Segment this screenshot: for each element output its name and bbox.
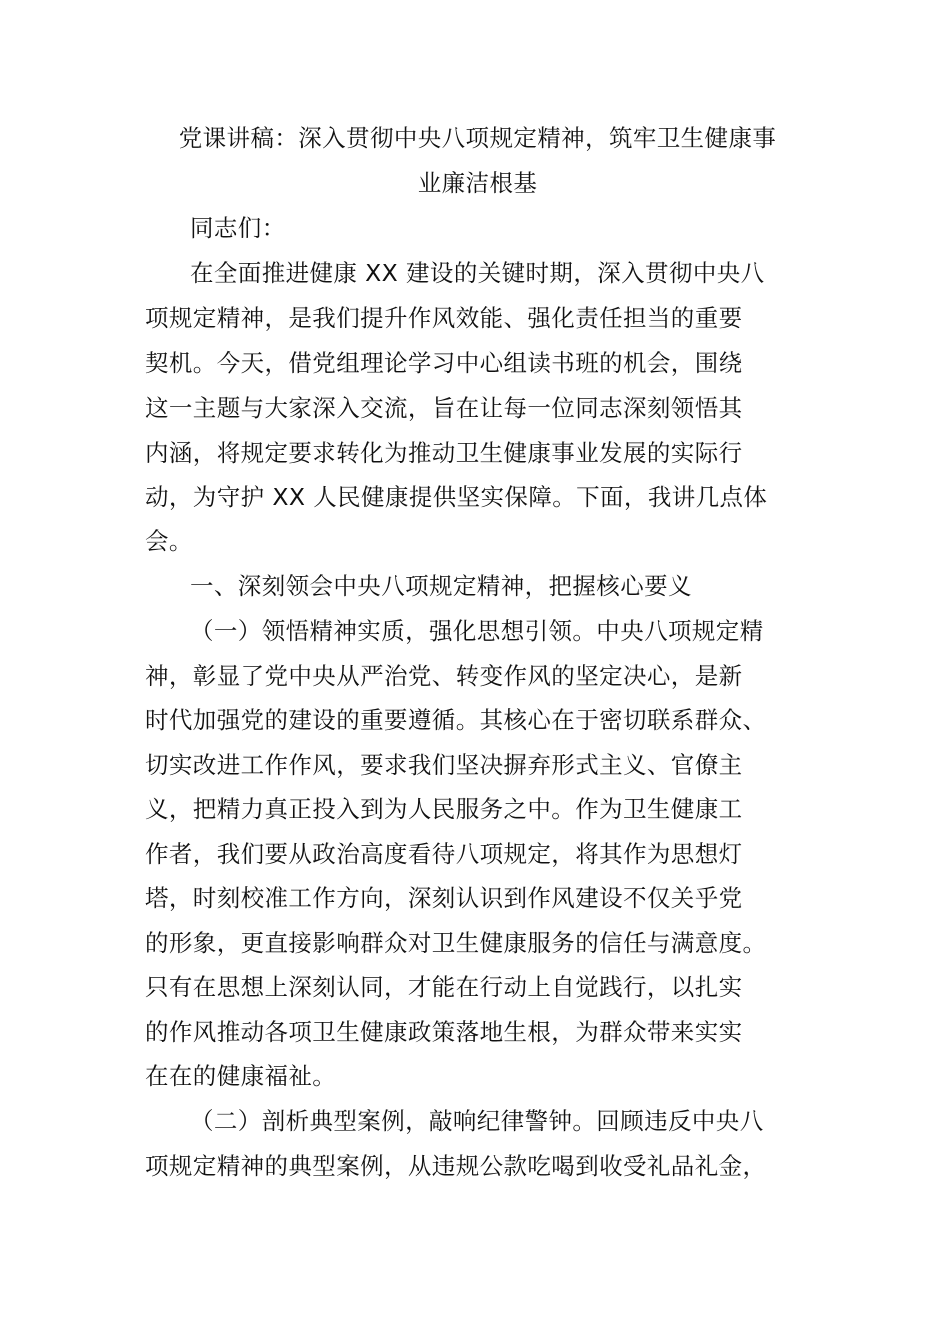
body-line: 的形象，更直接影响群众对卫生健康服务的信任与满意度。: [145, 929, 767, 957]
document-title-line-1: 党课讲稿：深入贯彻中央八项规定精神，筑牢卫生健康事: [178, 124, 777, 152]
subsection-heading-2: （二）剖析典型案例，敲响纪律警钟。回顾违反中央八: [190, 1107, 764, 1135]
body-line: 在全面推进健康 XX 建设的关键时期，深入贯彻中央八: [190, 259, 765, 287]
body-line: 神，彰显了党中央从严治党、转变作风的坚定决心，是新: [145, 662, 743, 690]
salutation: 同志们：: [190, 214, 286, 242]
body-line: 项规定精神的典型案例，从违规公款吃喝到收受礼品礼金，: [145, 1152, 767, 1180]
body-line: 切实改进工作作风，要求我们坚决摒弃形式主义、官僚主: [145, 751, 743, 779]
body-line: 项规定精神，是我们提升作风效能、强化责任担当的重要: [145, 304, 743, 332]
body-line: 时代加强党的建设的重要遵循。其核心在于密切联系群众、: [145, 706, 767, 734]
body-line: 动，为守护 XX 人民健康提供坚实保障。下面，我讲几点体: [145, 483, 768, 511]
body-line: 这一主题与大家深入交流，旨在让每一位同志深刻领悟其: [145, 394, 743, 422]
section-heading-1: 一、深刻领会中央八项规定精神，把握核心要义: [190, 572, 692, 600]
document-title-line-2: 业廉洁根基: [417, 169, 538, 197]
subsection-heading-1: （一）领悟精神实质，强化思想引领。中央八项规定精: [190, 617, 764, 645]
body-line: 内涵，将规定要求转化为推动卫生健康事业发展的实际行: [145, 439, 743, 467]
body-line: 会。: [145, 527, 193, 555]
body-line: 塔，时刻校准工作方向，深刻认识到作风建设不仅关乎党: [145, 884, 743, 912]
body-line: 作者，我们要从政治高度看待八项规定，将其作为思想灯: [145, 840, 743, 868]
body-line: 在在的健康福祉。: [145, 1062, 337, 1090]
body-line: 义，把精力真正投入到为人民服务之中。作为卫生健康工: [145, 795, 743, 823]
body-line: 的作风推动各项卫生健康政策落地生根，为群众带来实实: [145, 1018, 743, 1046]
body-line: 只有在思想上深刻认同，才能在行动上自觉践行，以扎实: [145, 973, 743, 1001]
body-line: 契机。今天，借党组理论学习中心组读书班的机会，围绕: [145, 349, 743, 377]
